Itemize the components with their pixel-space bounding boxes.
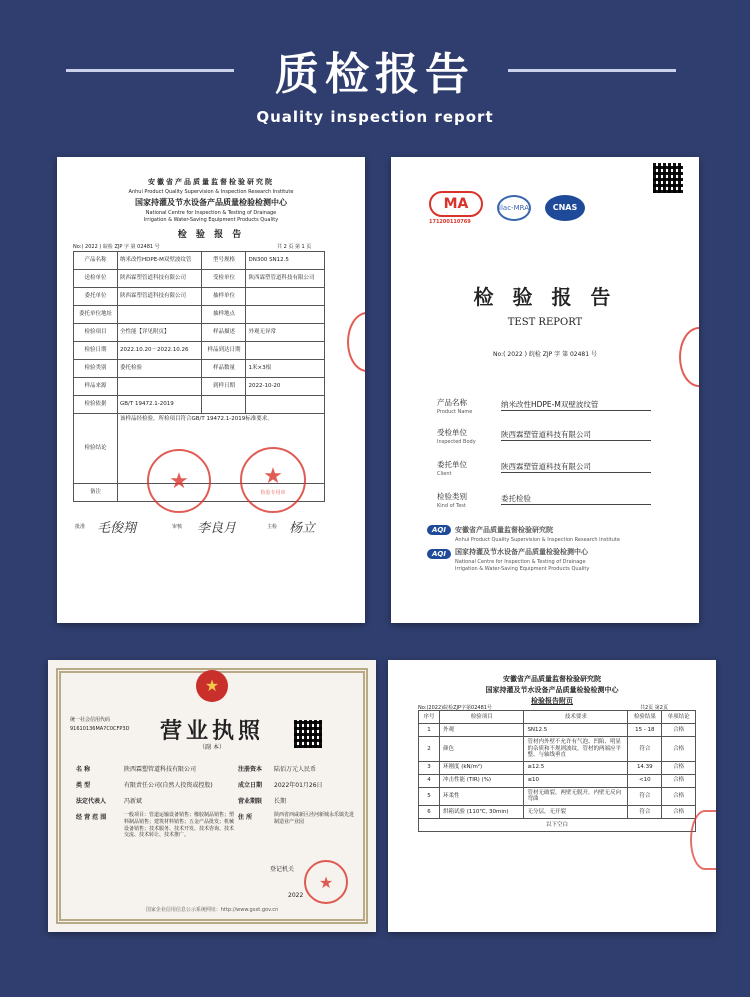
report-table-row: [74, 288, 325, 306]
report-cell-label: 检验项目: [74, 324, 118, 342]
license-seal: [304, 860, 348, 904]
appendix-cell-no: 4: [419, 774, 440, 787]
appendix-header-cell: 检验结果: [628, 711, 662, 724]
appendix-cell-verdict: 合格: [662, 761, 696, 774]
seal-star-icon: ★: [169, 468, 189, 494]
aqi-logo-2: AQI: [427, 549, 451, 559]
report-table-row: [74, 396, 325, 414]
cover-centre: 国家持灌及节水设备产品质量检验检测中心: [455, 548, 588, 556]
appendix-table-row: [419, 737, 696, 762]
report-cell-value2: 外观无异常: [246, 324, 325, 342]
appendix-cell-result: 15 - 18: [628, 724, 662, 737]
report-cell-value: 陕西霖塑管道科技有限公司: [118, 270, 202, 288]
accreditation-logos: [429, 191, 585, 225]
field-product-value: 纳米改性HDPE-M双壁波纹管: [501, 399, 651, 411]
appendix-header-cell: 检验项目: [439, 711, 523, 724]
report-table-row: [74, 342, 325, 360]
report-cell-label: 样品来源: [74, 378, 118, 396]
institute-name-en: Anhui Product Quality Supervision & Inspection Research Institute: [128, 189, 294, 195]
appendix-cell-no: 5: [419, 787, 440, 805]
credit-code-label: 统一社会信用代码: [70, 717, 111, 723]
cma-code: 171200110769: [429, 219, 471, 225]
cover-centre-en-2: Irrigation & Water-Saving Equipment Products Quality: [455, 566, 590, 572]
report-cell-value: [118, 306, 202, 324]
report-table-row: [74, 270, 325, 288]
type-value: 有限责任公司(自然人投资或控股): [124, 782, 213, 789]
report-table-row: [74, 360, 325, 378]
report-cell-value2: 1米×3根: [246, 360, 325, 378]
red-seal-right: [240, 447, 306, 513]
ilac-logo: ilac-MRA: [497, 195, 531, 221]
appendix-table-row: [419, 761, 696, 774]
cover-institute: 安徽省产品质量监督检验研究院: [455, 526, 553, 534]
report-cover: [391, 157, 699, 623]
license-qr-icon: [294, 720, 322, 748]
header: [0, 0, 750, 150]
capital-value: 陆佰万元人民币: [274, 766, 317, 773]
seal-star-icon: ★: [318, 872, 334, 892]
license-footer: 国家企业信用信息公示系统网址：http://www.gsxt.gov.cn: [145, 907, 279, 913]
report-cell-value: GB/T 19472.1-2019: [118, 396, 202, 414]
appendix-header-cell: 单项结论: [662, 711, 696, 724]
field-kind-label: 检验类别: [437, 492, 467, 501]
report-cell-value: 2022.10.20－2022.10.26: [118, 342, 202, 360]
appendix-cell-result: 符合: [628, 737, 662, 762]
rep-value: 冯新斌: [124, 798, 143, 805]
license-subtitle: （副 本）: [199, 744, 225, 751]
appendix-cell-verdict: 合格: [662, 737, 696, 762]
appendix-cell-verdict: 合格: [662, 787, 696, 805]
report-number: No:( 2022 ) 皖检 ZJP 字 第 02481 号: [73, 244, 160, 250]
report-cell-value2: 2022-10-20: [246, 378, 325, 396]
appendix-cell-item: 冲击性能 (TIR) (%): [439, 774, 523, 787]
appendix-cell-item: 环柔性: [439, 787, 523, 805]
report-cell-value: 全性能【详见附页】: [118, 324, 202, 342]
cnas-logo: CNAS: [545, 195, 585, 221]
seal-text: 检验专用章: [260, 490, 286, 496]
appendix-cell-no: 6: [419, 805, 440, 818]
cma-logo: MA: [429, 191, 483, 217]
field-inspected-sub: Inspected Body: [437, 439, 476, 445]
appendix-cell-item: 颜色: [439, 737, 523, 762]
report-cell-label2: 样品到达日期: [202, 342, 246, 360]
term-value: 长期: [274, 798, 287, 805]
field-kind-value: 委托检验: [501, 493, 651, 505]
report-cell-label: 委托单位: [74, 288, 118, 306]
remarks-label: 备注: [74, 484, 118, 502]
edge-seal: [690, 810, 716, 870]
edge-seal: [679, 327, 699, 387]
license-title: 营业执照: [159, 718, 264, 744]
centre-name: 国家持灌及节水设备产品质量检验检测中心: [135, 198, 287, 207]
approver-label: 批准: [75, 524, 86, 530]
conclusion-text: 该样品经检验，所检项目符合GB/T 19472.1-2019标准要求。: [118, 414, 325, 484]
appendix-table: [418, 710, 696, 832]
date-value: 2022年01月26日: [274, 782, 323, 789]
cover-centre-en-1: National Centre for Inspection & Testing of Drainage: [455, 559, 586, 565]
field-product-label: 产品名称: [437, 398, 467, 407]
approver-signature: 毛俊翔: [97, 521, 137, 536]
report-cell-value: 陕西霖塑管道科技有限公司: [118, 288, 202, 306]
aqi-logo: AQI: [427, 525, 451, 535]
appendix-cell-req: ≤10: [524, 774, 628, 787]
cover-report-number: No:( 2022 ) 皖检 ZJP 字 第 02481 号: [493, 351, 597, 358]
appendix-cell-req: SN12.5: [524, 724, 628, 737]
report-cell-value2: DN300 SN12.5: [246, 252, 325, 270]
report-cell-value: [118, 378, 202, 396]
report-cell-label2: [202, 396, 246, 414]
centre-name-en-2: Irrigation & Water-Saving Equipment Products Quality: [143, 217, 279, 223]
field-inspected-value: 陕西霖塑管道科技有限公司: [501, 429, 651, 441]
appendix-centre: 国家持灌及节水设备产品质量检验检测中心: [485, 686, 619, 694]
appendix-cell-result: 符合: [628, 787, 662, 805]
business-license: [48, 660, 376, 932]
rep-label: 法定代表人: [76, 798, 107, 805]
appendix-cell-no: 2: [419, 737, 440, 762]
report-cell-value2: [246, 288, 325, 306]
appendix-cell-req: 管材无破裂，两壁无脱开，内壁无反向弯曲: [524, 787, 628, 805]
header-line-right: [508, 69, 676, 72]
report-cell-label: 检验依据: [74, 396, 118, 414]
appendix-header-cell: 技术要求: [524, 711, 628, 724]
address-label: 住 所: [238, 814, 253, 821]
name-label: 名 称: [76, 766, 91, 773]
seal-star-icon: ★: [263, 464, 283, 489]
term-label: 营业期限: [238, 798, 263, 805]
report-cell-value2: [246, 342, 325, 360]
type-label: 类 型: [76, 782, 91, 789]
appendix-institute: 安徽省产品质量监督检验研究院: [503, 675, 601, 683]
scope-value: 一般项目：管道运输设备销售；橡胶制品销售；塑料制品销售；建筑材料销售；五金产品批发；机械设备销售；技术服务、技术开发、技术咨询、技术交流、技术转让、技术推广。: [124, 812, 235, 839]
report-table-row: [74, 378, 325, 396]
report-cell-label2: 到样日期: [202, 378, 246, 396]
appendix-end-note: 以下空白: [419, 818, 696, 831]
field-client-value: 陕西霖塑管道科技有限公司: [501, 461, 651, 473]
appendix-cell-result: <10: [628, 774, 662, 787]
report-cell-label: 产品名称: [74, 252, 118, 270]
capital-label: 注册资本: [238, 766, 263, 773]
edge-seal: [347, 312, 365, 372]
page-subtitle: Quality inspection report: [256, 108, 494, 126]
appendix-cell-verdict: 合格: [662, 724, 696, 737]
field-kind-sub: Kind of Test: [437, 503, 466, 509]
report-cell-label2: 样品描述: [202, 324, 246, 342]
appendix-cell-req: 管材内外壁不允许有气泡、凹陷、明显的杂质和不规则波纹，管材的两端应平整、与轴线垂直: [524, 737, 628, 762]
reviewer-signature: 李良月: [197, 521, 237, 536]
appendix-cell-req: 无分层，无开裂: [524, 805, 628, 818]
cover-title: 检 验 报 告: [473, 285, 617, 309]
tester-label: 主检: [267, 524, 278, 530]
appendix-title: 检验报告附页: [531, 697, 573, 705]
field-inspected-label: 受检单位: [437, 428, 467, 437]
appendix-cell-item: 外观: [439, 724, 523, 737]
centre-name-en-1: National Centre for Inspection & Testing of Drainage: [145, 210, 277, 216]
appendix-page-number: 共2页 第2页: [640, 705, 668, 711]
appendix-header-cell: 序号: [419, 711, 440, 724]
address-value: 陕西省西咸新区泾河新城永乐镇先进制造业产业园: [274, 812, 355, 825]
authority-label: 登记机关: [270, 866, 295, 873]
name-value: 陕西霖塑管道科技有限公司: [124, 766, 197, 773]
scope-label: 经 营 范 围: [76, 814, 107, 821]
appendix-report-number: No:(2022)皖检ZJP字第02481号: [418, 705, 492, 711]
appendix-cell-result: 符合: [628, 805, 662, 818]
appendix-cell-verdict: 合格: [662, 774, 696, 787]
field-client-label: 委托单位: [437, 460, 467, 469]
report-title: 检 验 报 告: [177, 230, 245, 240]
tester-signature: 杨立: [289, 521, 316, 536]
institute-name: 安徽省产品质量监督检验研究院: [148, 178, 274, 186]
appendix-table-row: [419, 774, 696, 787]
report-cell-label: 送检单位: [74, 270, 118, 288]
cover-institute-en: Anhui Product Quality Supervision & Inspection Research Institute: [455, 537, 620, 543]
report-cell-value: 委托检验: [118, 360, 202, 378]
appendix-table-row: [419, 724, 696, 737]
license-year: 2022: [288, 892, 304, 899]
appendix-table-row: [419, 805, 696, 818]
red-seal-left: [147, 449, 211, 513]
report-cell-label: 委托单位地址: [74, 306, 118, 324]
appendix-cell-item: 烘箱试验 (110℃, 30min): [439, 805, 523, 818]
report-cell-label: 检验日期: [74, 342, 118, 360]
report-page-1: [57, 157, 365, 623]
report-cell-label2: 抽样地点: [202, 306, 246, 324]
report-cell-value2: 陕西霖塑管道科技有限公司: [246, 270, 325, 288]
page-title: 质检报告: [275, 49, 475, 100]
appendix-cell-item: 环刚度 (kN/m²): [439, 761, 523, 774]
report-cell-value: 纳米改性HDPE-M双壁波纹管: [118, 252, 202, 270]
appendix-cell-no: 3: [419, 761, 440, 774]
page-number: 共 2 页 第 1 页: [277, 244, 312, 250]
credit-code: 91610136MA7C0CFP3D: [70, 726, 130, 732]
report-appendix: [388, 660, 716, 932]
report-table-row: [74, 306, 325, 324]
appendix-cell-verdict: 合格: [662, 805, 696, 818]
conclusion-label: 检验结论: [74, 414, 118, 484]
appendix-cell-req: ≥12.5: [524, 761, 628, 774]
cover-title-en: TEST REPORT: [507, 317, 583, 328]
report-cell-label2: 样品数量: [202, 360, 246, 378]
report-cell-value2: [246, 396, 325, 414]
report-cell-label2: 抽样单位: [202, 288, 246, 306]
appendix-cell-no: 1: [419, 724, 440, 737]
date-label: 成立日期: [238, 782, 263, 789]
qr-code-icon: [653, 163, 683, 193]
report-cell-label: 检验类别: [74, 360, 118, 378]
report-cell-label2: 型号规格: [202, 252, 246, 270]
appendix-table-row: [419, 787, 696, 805]
report-table-row: [74, 252, 325, 270]
national-emblem-icon: ★: [196, 670, 228, 702]
appendix-cell-result: 14.39: [628, 761, 662, 774]
reviewer-label: 审核: [172, 524, 183, 530]
field-client-sub: Client: [437, 471, 452, 477]
report-cell-value2: [246, 306, 325, 324]
report-table-row: [74, 324, 325, 342]
report-cell-label2: 受检单位: [202, 270, 246, 288]
field-product-sub: Product Name: [437, 409, 473, 415]
